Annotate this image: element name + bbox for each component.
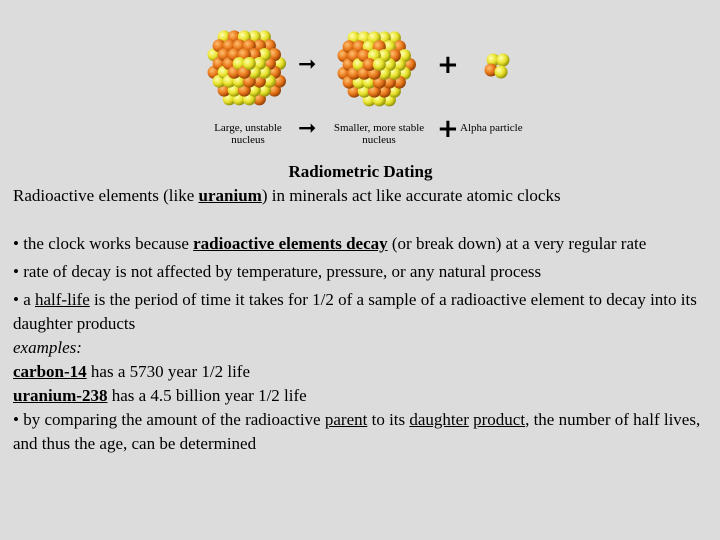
bullet-comparing: • by comparing the amount of the radioactive parent to its daughter product, the number of half lives, and thus the age, can be determined <box>13 410 701 453</box>
arrow-icon: ➞ <box>298 52 317 77</box>
bullet-clock: • the clock works because radioactive elements decay (or break down) at a very regular rate <box>13 234 647 253</box>
example-uranium: uranium-238 has a 4.5 billion year 1/2 life <box>13 386 307 405</box>
plus-icon: + <box>437 50 459 80</box>
large-nucleus <box>208 30 287 105</box>
intro-line: Radioactive elements (like uranium) in minerals act like accurate atomic clocks <box>13 186 561 205</box>
smaller-nucleus-caption: Smaller, more stable nucleus <box>333 122 425 146</box>
alpha-particle-caption: Alpha particle <box>460 122 523 134</box>
bullet-rate: • rate of decay is not affected by temperature, pressure, or any natural process <box>13 262 542 281</box>
smaller-nucleus <box>338 31 417 106</box>
arrow-icon: ➞ <box>298 116 317 141</box>
decay-diagram <box>0 0 720 160</box>
nucleon <box>243 57 256 70</box>
alpha-particle <box>485 54 510 79</box>
plus-icon: + <box>437 114 459 144</box>
examples-label: examples: <box>13 338 82 357</box>
example-carbon: carbon-14 has a 5730 year 1/2 life <box>13 362 251 381</box>
nucleon <box>373 58 386 71</box>
large-nucleus-caption: Large, unstable nucleus <box>214 122 282 146</box>
page-title: Radiometric Dating <box>288 162 433 181</box>
slide-body <box>13 160 718 456</box>
bullet-half-life: • a half-life is the period of time it takes for 1/2 of a sample of a radioactive element to decay into its daughter products <box>13 290 697 333</box>
